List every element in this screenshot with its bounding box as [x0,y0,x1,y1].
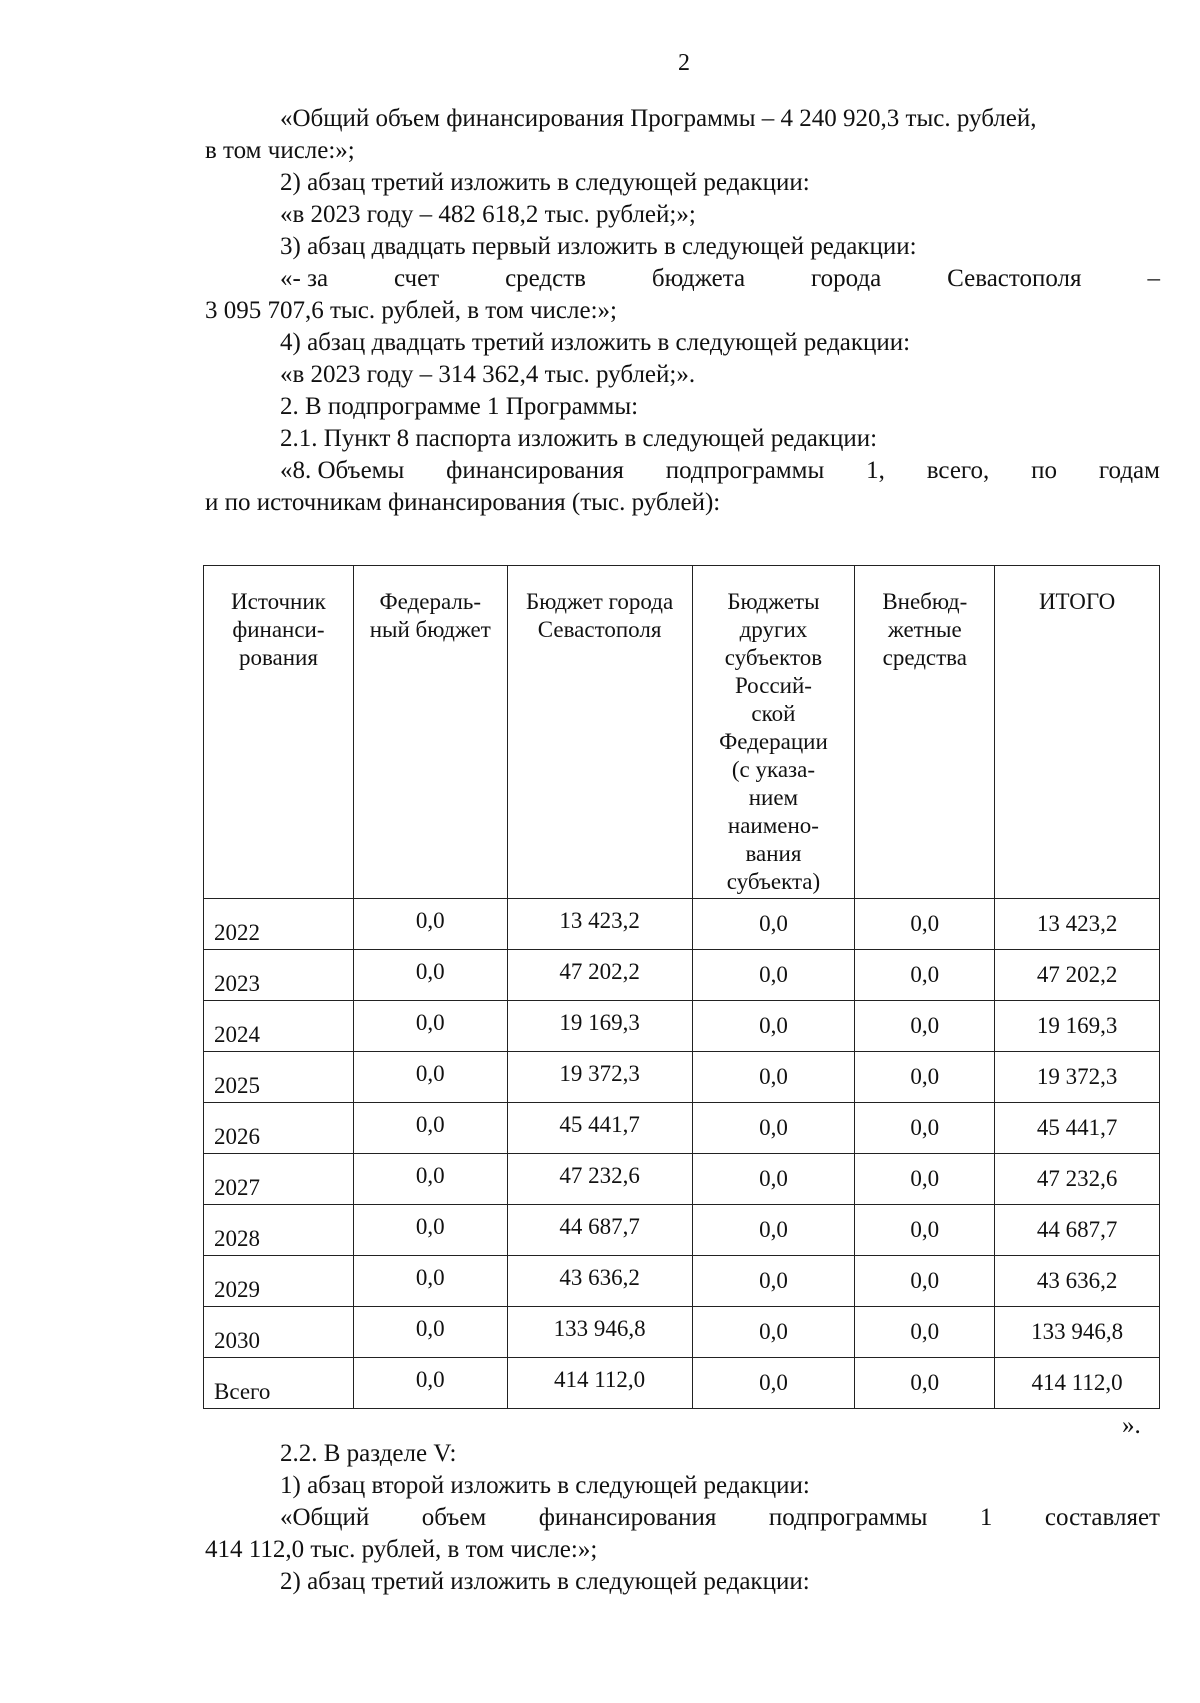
extrabudgetary-cell: 0,0 [855,1052,995,1103]
paragraph-line: 414 112,0 тыс. рублей, в том числе:»; [205,1536,598,1563]
paragraph-line: «в 2023 году – 314 362,4 тыс. рублей;». [280,361,696,388]
table-header-row [204,566,1160,899]
year-cell: 2030 [204,1307,354,1358]
year-cell: 2024 [204,1001,354,1052]
paragraph-line: 2.2. В разделе V: [280,1440,457,1467]
federal-cell: 0,0 [353,1307,507,1358]
federal-cell: 0,0 [353,1154,507,1205]
other-budgets-cell: 0,0 [692,1358,855,1409]
other-budgets-cell: 0,0 [692,1307,855,1358]
header-city-budget: Бюджет города Севастополя [507,566,692,899]
table-row [204,1205,1160,1256]
justified-line: «8. Объемы финансирования подпрограммы 1, всего, по годам [280,457,1160,484]
other-budgets-cell: 0,0 [692,1103,855,1154]
city-budget-cell: 45 441,7 [507,1103,692,1154]
paragraph-line: 4) абзац двадцать третий изложить в следующей редакции: [280,329,911,356]
federal-cell: 0,0 [353,1001,507,1052]
table-row-total [204,1358,1160,1409]
total-cell: 133 946,8 [995,1307,1160,1358]
table-row [204,1154,1160,1205]
federal-cell: 0,0 [353,1052,507,1103]
total-cell: 414 112,0 [995,1358,1160,1409]
after-table-text [205,1438,1160,1598]
extrabudgetary-cell: 0,0 [855,1358,995,1409]
total-cell: 47 202,2 [995,950,1160,1001]
paragraph-line: 3 095 707,6 тыс. рублей, в том числе:»; [205,297,617,324]
paragraph-line: «в 2023 году – 482 618,2 тыс. рублей;»; [280,201,696,228]
paragraph-line: 2.1. Пункт 8 паспорта изложить в следующей редакции: [280,425,878,452]
year-cell: 2029 [204,1256,354,1307]
total-cell: 47 232,6 [995,1154,1160,1205]
city-budget-cell: 44 687,7 [507,1205,692,1256]
federal-cell: 0,0 [353,899,507,950]
extrabudgetary-cell: 0,0 [855,1205,995,1256]
extrabudgetary-cell: 0,0 [855,1103,995,1154]
financing-table [203,565,1160,1409]
table-row [204,1256,1160,1307]
paragraph-line: 2) абзац третий изложить в следующей редакции: [280,1568,810,1595]
extrabudgetary-cell: 0,0 [855,1256,995,1307]
total-cell: 19 372,3 [995,1052,1160,1103]
other-budgets-cell: 0,0 [692,1205,855,1256]
other-budgets-cell: 0,0 [692,1052,855,1103]
total-cell: 13 423,2 [995,899,1160,950]
table-row [204,950,1160,1001]
city-budget-cell: 414 112,0 [507,1358,692,1409]
extrabudgetary-cell: 0,0 [855,1307,995,1358]
other-budgets-cell: 0,0 [692,950,855,1001]
intro-text [205,103,1160,519]
year-cell: Всего [204,1358,354,1409]
paragraph-line: 2. В подпрограмме 1 Программы: [280,393,639,420]
paragraph-line: 3) абзац двадцать первый изложить в следующей редакции: [280,233,917,260]
federal-cell: 0,0 [353,950,507,1001]
city-budget-cell: 47 202,2 [507,950,692,1001]
year-cell: 2028 [204,1205,354,1256]
header-extrabudgetary: Внебюд- жетные средства [855,566,995,899]
federal-cell: 0,0 [353,1103,507,1154]
city-budget-cell: 43 636,2 [507,1256,692,1307]
table-row [204,1103,1160,1154]
justified-line: «Общий объем финансирования подпрограммы 1 составляет [280,1504,1160,1531]
table-row [204,1001,1160,1052]
page-number: 2 [678,50,690,76]
closing-quote: ». [1122,1412,1141,1439]
paragraph-line: и по источникам финансирования (тыс. рублей): [205,489,721,516]
header-federal-budget: Федераль- ный бюджет [353,566,507,899]
federal-cell: 0,0 [353,1256,507,1307]
total-cell: 43 636,2 [995,1256,1160,1307]
extrabudgetary-cell: 0,0 [855,1001,995,1052]
city-budget-cell: 47 232,6 [507,1154,692,1205]
total-cell: 19 169,3 [995,1001,1160,1052]
federal-cell: 0,0 [353,1205,507,1256]
header-other-subjects-budgets: Бюджеты других субъектов Россий- ской Федерации (с указа- нием наимено- вания субъекта) [692,566,855,899]
year-cell: 2025 [204,1052,354,1103]
federal-cell: 0,0 [353,1358,507,1409]
year-cell: 2026 [204,1103,354,1154]
paragraph-line: 1) абзац второй изложить в следующей редакции: [280,1472,810,1499]
total-cell: 45 441,7 [995,1103,1160,1154]
city-budget-cell: 19 372,3 [507,1052,692,1103]
year-cell: 2023 [204,950,354,1001]
other-budgets-cell: 0,0 [692,899,855,950]
city-budget-cell: 133 946,8 [507,1307,692,1358]
header-total: ИТОГО [995,566,1160,899]
justified-line: «- за счет средств бюджета города Севастополя – [280,265,1160,292]
other-budgets-cell: 0,0 [692,1154,855,1205]
other-budgets-cell: 0,0 [692,1001,855,1052]
paragraph-line: «Общий объем финансирования Программы – 4 240 920,3 тыс. рублей, [280,105,1037,132]
year-cell: 2027 [204,1154,354,1205]
year-cell: 2022 [204,899,354,950]
table-row [204,1052,1160,1103]
city-budget-cell: 19 169,3 [507,1001,692,1052]
total-cell: 44 687,7 [995,1205,1160,1256]
other-budgets-cell: 0,0 [692,1256,855,1307]
paragraph-line: 2) абзац третий изложить в следующей редакции: [280,169,810,196]
extrabudgetary-cell: 0,0 [855,1154,995,1205]
extrabudgetary-cell: 0,0 [855,899,995,950]
header-source: Источник финанси- рования [204,566,354,899]
extrabudgetary-cell: 0,0 [855,950,995,1001]
table-row [204,899,1160,950]
paragraph-line: в том числе:»; [205,137,355,164]
table-row [204,1307,1160,1358]
city-budget-cell: 13 423,2 [507,899,692,950]
